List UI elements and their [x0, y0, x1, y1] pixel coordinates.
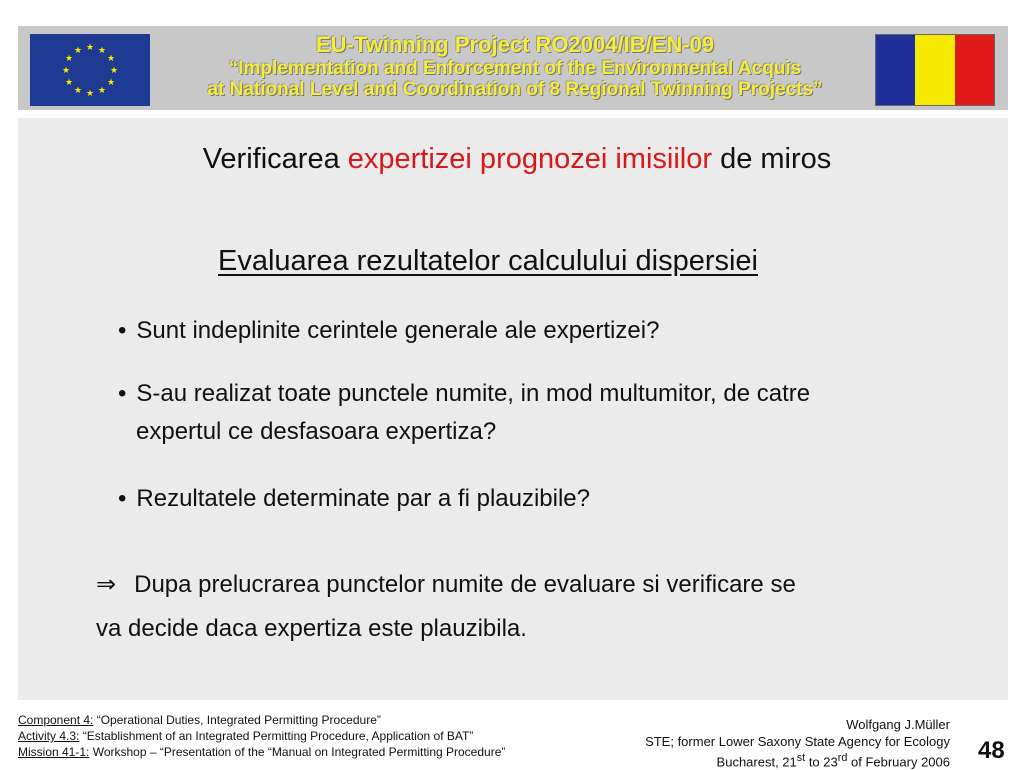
- bullet-text-continuation: expertul ce desfasoara expertiza?: [136, 418, 497, 445]
- footer-mission-label: Mission 41-1:: [18, 745, 90, 759]
- bullet-text: S-au realizat toate punctele numite, in mod multumitor, de catre: [136, 380, 811, 407]
- footer-date-mid: to 23: [805, 754, 838, 770]
- bullet-item: [118, 312, 659, 350]
- implies-arrow-icon: ⇒: [96, 570, 117, 598]
- footer-date-prefix: Bucharest, 21: [716, 754, 797, 770]
- slide-title-part2: de miros: [712, 143, 832, 175]
- bullet-dot-icon: •: [118, 380, 127, 407]
- footer-author-info: [645, 716, 950, 770]
- conclusion: [96, 562, 976, 651]
- svg-text:★: ★: [61, 66, 71, 76]
- project-header: [160, 32, 870, 100]
- svg-text:★: ★: [64, 78, 74, 88]
- svg-text:★: ★: [97, 46, 107, 56]
- footer-component-text: “Operational Duties, Integrated Permitting Procedure”: [93, 713, 381, 727]
- footer-activity-label: Activity 4.3:: [18, 729, 80, 743]
- conclusion-line1: Dupa prelucrarea punctelor numite de evaluare si verificare se: [134, 571, 796, 598]
- svg-text:★: ★: [85, 89, 95, 99]
- bullet-item: [118, 375, 958, 451]
- footer-project-info: [18, 712, 505, 760]
- footer-mission-text: Workshop – “Presentation of the “Manual on Integrated Permitting Procedure”: [89, 745, 506, 759]
- project-subtitle-line1: “Implementation and Enforcement of the Environmental Acquis: [228, 58, 802, 79]
- bullet-dot-icon: •: [118, 317, 127, 344]
- flag-stripe-blue: [876, 35, 915, 105]
- footer-affiliation: STE; former Lower Saxony State Agency for Ecology: [645, 734, 950, 749]
- footer-date-sup2: rd: [837, 752, 848, 764]
- svg-text:★: ★: [73, 86, 83, 96]
- svg-text:★: ★: [64, 54, 74, 64]
- footer-activity-text: “Establishment of an Integrated Permitting Procedure, Application of BAT”: [79, 729, 474, 743]
- section-heading: Evaluarea rezultatelor calculului dispersiei: [218, 245, 758, 277]
- eu-flag-icon: [30, 34, 150, 106]
- footer-date: [645, 750, 950, 770]
- svg-text:★: ★: [106, 78, 116, 88]
- footer-author: Wolfgang J.Müller: [846, 717, 950, 732]
- bullet-item: [118, 480, 590, 518]
- conclusion-line2: va decide daca expertiza este plauzibila.: [96, 615, 527, 642]
- romania-flag-icon: [875, 34, 995, 106]
- slide-title: [0, 143, 1024, 176]
- slide-title-highlight: expertizei prognozei imisiilor: [347, 143, 713, 175]
- bullet-text: Rezultatele determinate par a fi plauzibile?: [136, 485, 591, 512]
- project-subtitle-line2: at National Level and Coordination of 8 Regional Twinning Projects”: [207, 79, 823, 100]
- footer-component-label: Component 4:: [18, 713, 94, 727]
- svg-text:★: ★: [85, 43, 95, 53]
- slide-title-part1: Verificarea: [202, 143, 348, 175]
- svg-text:★: ★: [109, 66, 119, 76]
- project-title: EU-Twinning Project RO2004/IB/EN-09: [315, 32, 715, 57]
- footer-date-suffix: of February 2006: [847, 754, 950, 770]
- slide-number: 48: [978, 737, 1005, 764]
- svg-text:★: ★: [73, 46, 83, 56]
- svg-text:★: ★: [97, 86, 107, 96]
- flag-stripe-yellow: [915, 35, 954, 105]
- svg-text:★: ★: [106, 54, 116, 64]
- footer-date-sup1: st: [796, 752, 806, 764]
- bullet-text: Sunt indeplinite cerintele generale ale expertizei?: [136, 317, 660, 344]
- flag-stripe-red: [955, 35, 994, 105]
- bullet-dot-icon: •: [118, 485, 127, 512]
